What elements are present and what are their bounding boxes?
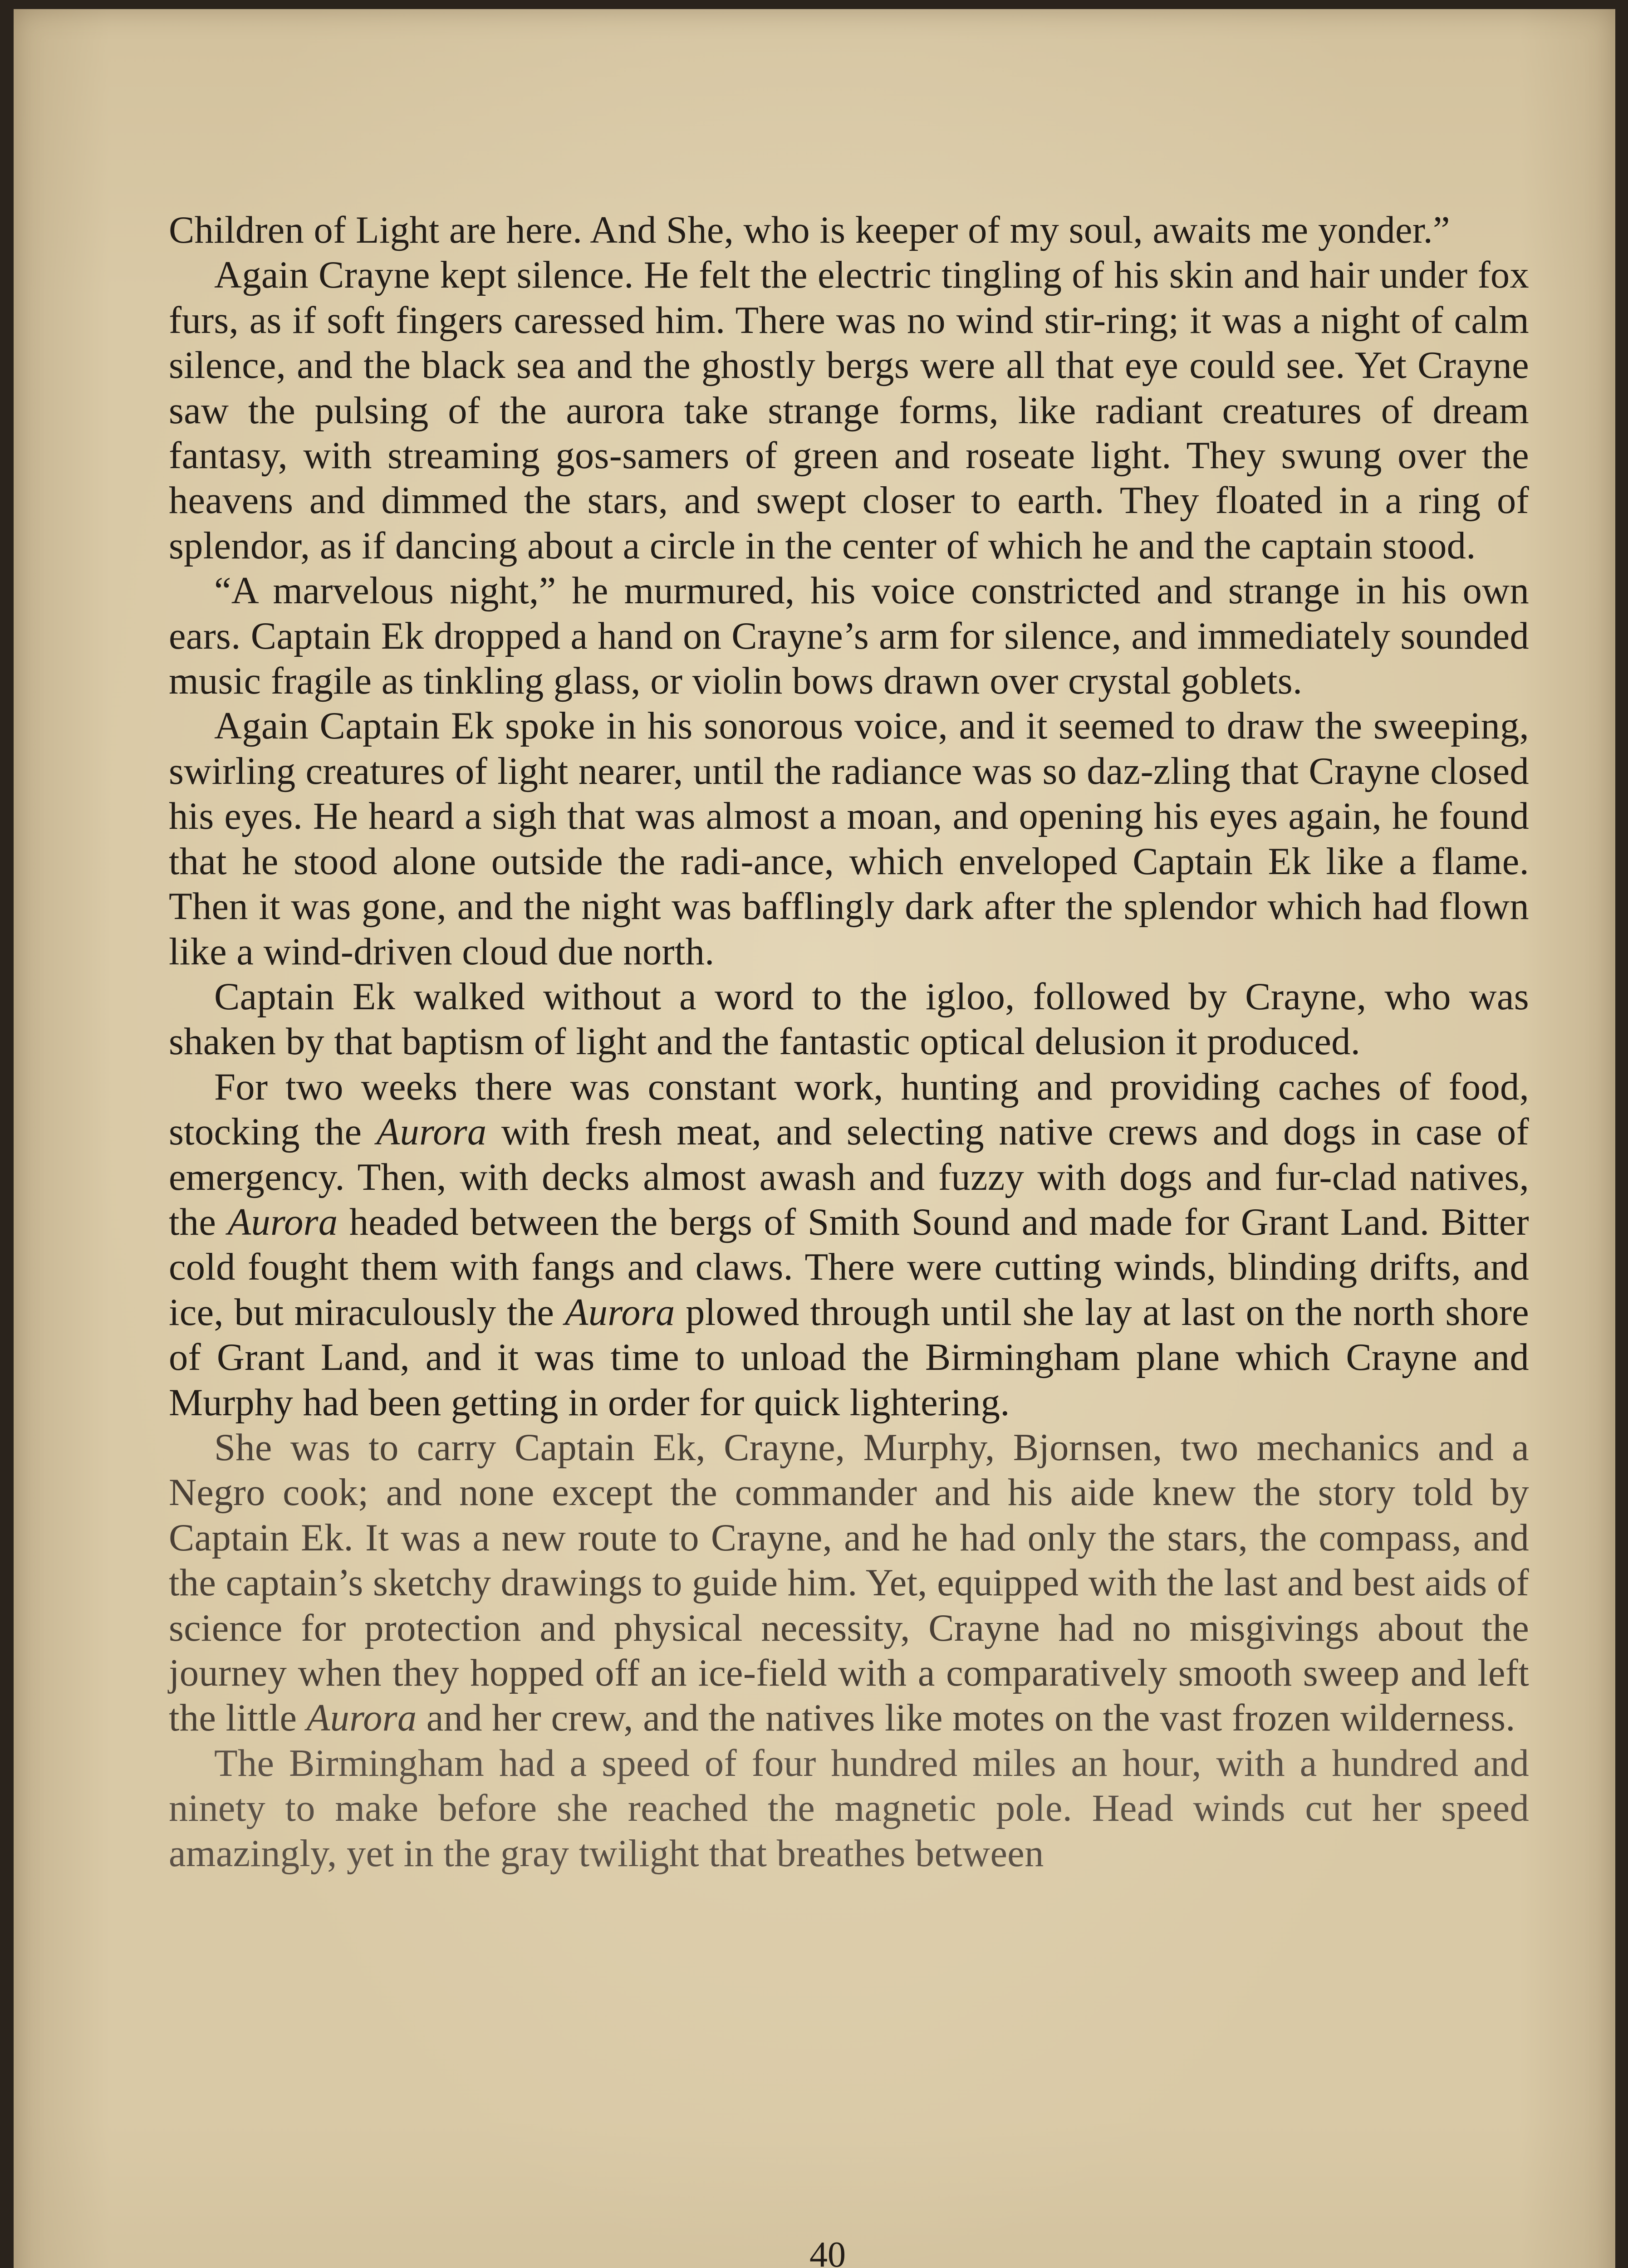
- ship-name: Aurora: [376, 1111, 487, 1154]
- ship-name: Aurora: [227, 1201, 338, 1243]
- book-page: [14, 9, 1615, 2268]
- paragraph: She was to carry Captain Ek, Crayne, Murphy, Bjornsen, two mechanics and a Negro cook; and none except the commander and his aide knew the story told by Captain Ek. It was a new route to Crayne, and he had only the stars, the compass, and the captain’s sketchy drawings to guide him. Yet, equipped with the last and best aids of science for protection and physical necessity, Crayne had no misgivings about the journey when they hopped off an ice-field with a comparatively smooth sweep and left the little Aurora and her crew, and the natives like motes on the vast frozen wilderness.: [169, 1426, 1529, 1740]
- ship-name: Aurora: [564, 1291, 675, 1334]
- ship-name: Aurora: [306, 1697, 417, 1740]
- paragraph: For two weeks there was constant work, hunting and providing caches of food, stocking the Aurora with fresh meat, and selecting native crews and dogs in case of emergency. Then, with decks almost awash and fuzzy with dogs and fur-clad natives, the Aurora headed between the bergs of Smith Sound and made for Grant Land. Bitter cold fought them with fangs and claws. There were cutting winds, blinding drifts, and ice, but miraculously the Aurora plowed through until she lay at last on the north shore of Grant Land, and it was time to unload the Birmingham plane which Crayne and Murphy had been getting in order for quick lightering.: [169, 1066, 1529, 1424]
- paragraph: Again Crayne kept silence. He felt the electric tingling of his skin and hair under fox furs, as if soft fingers caressed him. There was no wind stir-ring; it was a night of calm silence, and the black sea and the ghostly bergs were all that eye could see. Yet Crayne saw the pulsing of the aurora take strange forms, like radiant creatures of dream fantasy, with streaming gos-samers of green and roseate light. They swung over the heavens and dimmed the stars, and swept closer to earth. They floated in a ring of splendor, as if dancing about a circle in the center of which he and the captain stood.: [169, 254, 1529, 567]
- paragraph: Captain Ek walked without a word to the igloo, followed by Crayne, who was shaken by that baptism of light and the fantastic optical delusion it produced.: [169, 975, 1529, 1063]
- paragraph: The Birmingham had a speed of four hundred miles an hour, with a hundred and ninety to make before she reached the magnetic pole. Head winds cut her speed amazingly, yet in the gray twilight that breathes between: [169, 1742, 1529, 1875]
- paragraph: Children of Light are here. And She, who is keeper of my soul, awaits me yonder.”: [169, 209, 1450, 251]
- page-number: 40: [809, 2235, 846, 2268]
- body-text: [169, 208, 1529, 1876]
- paragraph: “A marvelous night,” he murmured, his voice constricted and strange in his own ears. Captain Ek dropped a hand on Crayne’s arm for silence, and immediately sounded music fragile as tinkling glass, or violin bows drawn over crystal goblets.: [169, 570, 1529, 703]
- paragraph: Again Captain Ek spoke in his sonorous voice, and it seemed to draw the sweeping, swirling creatures of light nearer, until the radiance was so daz-zling that Crayne closed his eyes. He heard a sigh that was almost a moan, and opening his eyes again, he found that he stood alone outside the radi-ance, which enveloped Captain Ek like a flame. Then it was gone, and the night was bafflingly dark after the splendor which had flown like a wind-driven cloud due north.: [169, 705, 1529, 973]
